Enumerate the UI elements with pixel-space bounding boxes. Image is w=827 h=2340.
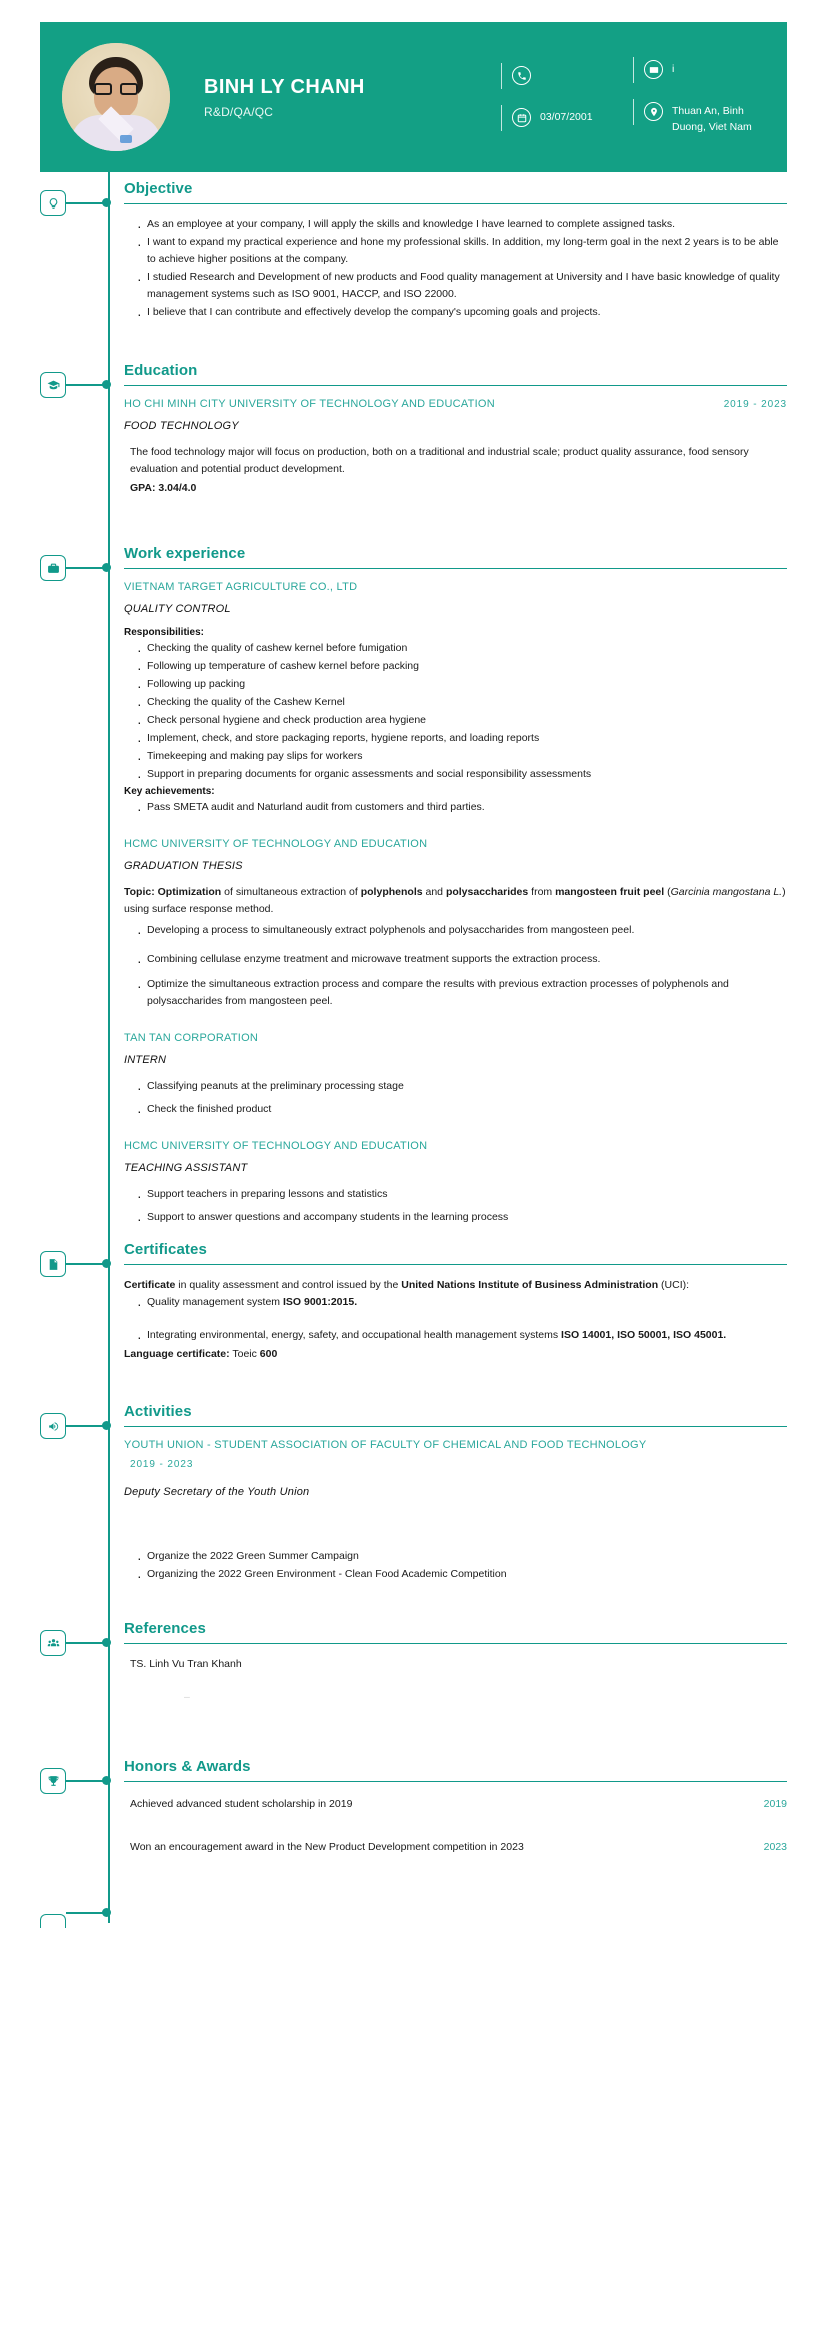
cert-item-text: Integrating environmental, energy, safety, and occupational health management systems [147, 1329, 562, 1341]
thesis-txt1: of simultaneous extraction of [221, 886, 361, 898]
cert-item-bold: ISO 9001:2015. [282, 1296, 358, 1308]
reference-detail: – [184, 1691, 190, 1703]
work-entry [124, 838, 787, 1010]
activity-position: Deputy Secretary of the Youth Union [124, 1486, 310, 1498]
thesis-topic [124, 884, 787, 918]
list-item: · Support teachers in preparing lessons and statistics [136, 1186, 787, 1203]
contact-column-right [627, 59, 787, 134]
section-activities [40, 1403, 787, 1584]
intern-bullets [124, 1078, 787, 1118]
section-objective [40, 180, 787, 322]
thesis-species: Garcinia mangostana L. [670, 886, 783, 898]
lightbulb-icon [40, 190, 66, 216]
certificates-lead [124, 1277, 787, 1294]
phone-icon [512, 66, 531, 85]
work-company: TAN TAN CORPORATION [124, 1032, 259, 1044]
ta-bullets [124, 1186, 787, 1226]
list-item: · Check personal hygiene and check production area hygiene [136, 712, 787, 729]
education-major: FOOD TECHNOLOGY [124, 420, 239, 432]
people-group-icon [40, 1630, 66, 1656]
location-pin-icon [644, 102, 663, 121]
reference-name: TS. Linh Vu Tran Khanh [130, 1658, 242, 1670]
section-work-experience [40, 545, 787, 1227]
activities-list [124, 1548, 787, 1583]
header-wrapper [0, 0, 827, 172]
briefcase-icon [40, 555, 66, 581]
contact-birthdate-value: 03/07/2001 [540, 111, 593, 123]
contact-email-value: i [672, 63, 675, 76]
award-year: 2023 [763, 1841, 787, 1853]
work-position: INTERN [124, 1054, 167, 1066]
graduation-cap-icon [40, 372, 66, 398]
thesis-txt5: ) using surface response method. [124, 886, 786, 915]
thesis-topic-label: Topic: [124, 886, 155, 898]
contact-location [633, 101, 773, 134]
resume-body [0, 172, 827, 1923]
contact-column-left [495, 65, 627, 129]
contact-location-value: Thuan An, Binh Duong, Viet Nam [672, 105, 752, 133]
list-item [136, 1327, 787, 1344]
education-gpa: GPA: 3.04/4.0 [130, 482, 197, 494]
work-company: HCMC UNIVERSITY OF TECHNOLOGY AND EDUCATION [124, 838, 428, 850]
list-item: · Combining cellulase enzyme treatment and microwave treatment supports the extraction process. [136, 951, 787, 968]
candidate-role: R&D/QA/QC [204, 104, 274, 119]
list-item: · I studied Research and Development of new products and Food quality management at University and I have basic knowledge of quality management systems such as ISO 9001, HACCP, and ISO 22000. [136, 269, 787, 303]
list-item: · Optimize the simultaneous extraction process and compare the results with previous extraction processes of polyphenols and polysaccharides from mangosteen peel. [136, 976, 787, 1010]
responsibilities-label: Responsibilities: [124, 627, 205, 638]
resume-header [40, 22, 787, 172]
thesis-bullets [124, 922, 787, 1010]
contact-email[interactable] [633, 59, 773, 81]
work-position: TEACHING ASSISTANT [124, 1162, 248, 1174]
cert-lead-bold2: United Nations Institute of Business Administration [401, 1279, 659, 1291]
thesis-txt4: ( [664, 886, 671, 898]
envelope-icon [644, 60, 663, 79]
thesis-kw4: mangosteen fruit peel [555, 886, 665, 898]
thesis-kw3: polysaccharides [445, 886, 529, 898]
list-item: · Following up packing [136, 676, 787, 693]
work-entry [124, 1140, 787, 1226]
megaphone-icon [40, 1413, 66, 1439]
activity-org: YOUTH UNION - STUDENT ASSOCIATION OF FACULTY OF CHEMICAL AND FOOD TECHNOLOGY [124, 1439, 647, 1451]
cert-lead-text1: in quality assessment and control issued by the [175, 1279, 402, 1291]
list-item: · Pass SMETA audit and Naturland audit from customers and third parties. [136, 799, 787, 816]
candidate-name: BINH LY CHANH [204, 75, 365, 98]
education-years: 2019 - 2023 [723, 399, 787, 410]
section-trailing-node [40, 1912, 787, 1913]
list-item: · Developing a process to simultaneously extract polyphenols and polysaccharides from mangosteen peel. [136, 922, 787, 939]
cert-lead-text2: (UCI): [658, 1279, 690, 1291]
list-item: · Checking the quality of the Cashew Kernel [136, 694, 787, 711]
section-honors-awards [40, 1758, 787, 1856]
thesis-kw1: Optimization [157, 886, 222, 898]
work-company: VIETNAM TARGET AGRICULTURE CO., LTD [124, 581, 358, 593]
list-item: · Support to answer questions and accompany students in the learning process [136, 1209, 787, 1226]
education-school: HO CHI MINH CITY UNIVERSITY OF TECHNOLOGY AND EDUCATION [124, 398, 495, 410]
header-identity [170, 76, 495, 119]
lang-cert-score: 600 [259, 1348, 278, 1360]
section-references [40, 1620, 787, 1706]
activity-years: 2019 - 2023 [130, 1459, 194, 1470]
list-item: · I believe that I can contribute and effectively develop the company's upcoming goals and projects. [136, 304, 787, 321]
list-item: · As an employee at your company, I will apply the skills and knowledge I have learned to complete assigned tasks. [136, 216, 787, 233]
contact-phone[interactable] [501, 65, 621, 87]
section-title-work: Work experience [124, 545, 246, 562]
objective-list [124, 216, 787, 321]
contact-birthdate [501, 107, 621, 129]
list-item: · Check the finished product [136, 1101, 787, 1118]
list-item [136, 1294, 787, 1311]
award-text: Achieved advanced student scholarship in 2019 [130, 1798, 353, 1810]
list-item: · Timekeeping and making pay slips for workers [136, 748, 787, 765]
work-entry [124, 1032, 787, 1118]
thesis-txt2: and [422, 886, 446, 898]
award-text: Won an encouragement award in the New Product Development competition in 2023 [130, 1841, 524, 1853]
lang-cert-label: Language certificate: [124, 1348, 230, 1360]
thesis-txt3: from [528, 886, 556, 898]
work-position: GRADUATION THESIS [124, 860, 243, 872]
responsibilities-list [124, 640, 787, 783]
section-education [40, 362, 787, 497]
section-title-honors: Honors & Awards [124, 1758, 251, 1775]
certificates-list [124, 1294, 787, 1344]
cert-item-bold: ISO 14001, ISO 50001, ISO 45001. [561, 1329, 727, 1341]
section-title-activities: Activities [124, 1403, 192, 1420]
section-title-certificates: Certificates [124, 1241, 207, 1258]
section-title-education: Education [124, 362, 198, 379]
language-certificate [124, 1346, 787, 1363]
list-item: · Support in preparing documents for organic assessments and social responsibility assessments [136, 766, 787, 783]
award-year: 2019 [763, 1798, 787, 1810]
cert-item-text: Quality management system [147, 1296, 283, 1308]
work-entry [124, 581, 787, 816]
section-title-references: References [124, 1620, 206, 1637]
work-position: QUALITY CONTROL [124, 603, 231, 615]
list-item: · Classifying peanuts at the preliminary processing stage [136, 1078, 787, 1095]
achievements-label: Key achievements: [124, 786, 215, 797]
list-item: · Checking the quality of cashew kernel before fumigation [136, 640, 787, 657]
section-title-objective: Objective [124, 180, 193, 197]
next-section-icon [40, 1914, 66, 1928]
education-header-row [124, 398, 787, 410]
award-row [124, 1839, 787, 1856]
list-item: · Implement, check, and store packaging reports, hygiene reports, and loading reports [136, 730, 787, 747]
trophy-icon [40, 1768, 66, 1794]
section-certificates [40, 1241, 787, 1363]
thesis-kw2: polyphenols [360, 886, 423, 898]
education-description: The food technology major will focus on production, both on a traditional and industrial scale; product quality assurance, food sensory evaluation and potential product development. [130, 446, 749, 475]
avatar [62, 43, 170, 151]
work-company: HCMC UNIVERSITY OF TECHNOLOGY AND EDUCATION [124, 1140, 428, 1152]
list-item: · Organizing the 2022 Green Environment - Clean Food Academic Competition [136, 1566, 787, 1583]
cert-lead-bold1: Certificate [124, 1279, 176, 1291]
list-item: · Organize the 2022 Green Summer Campaign [136, 1548, 787, 1565]
list-item: · Following up temperature of cashew kernel before packing [136, 658, 787, 675]
certificate-icon [40, 1251, 66, 1277]
lang-cert-value: Toeic [229, 1348, 260, 1360]
award-row [124, 1796, 787, 1813]
calendar-icon [512, 108, 531, 127]
achievements-list [124, 799, 787, 816]
list-item: · I want to expand my practical experience and hone my professional skills. In addition, my long-term goal in the next 2 years is to be able to achieve higher positions at the company. [136, 234, 787, 268]
